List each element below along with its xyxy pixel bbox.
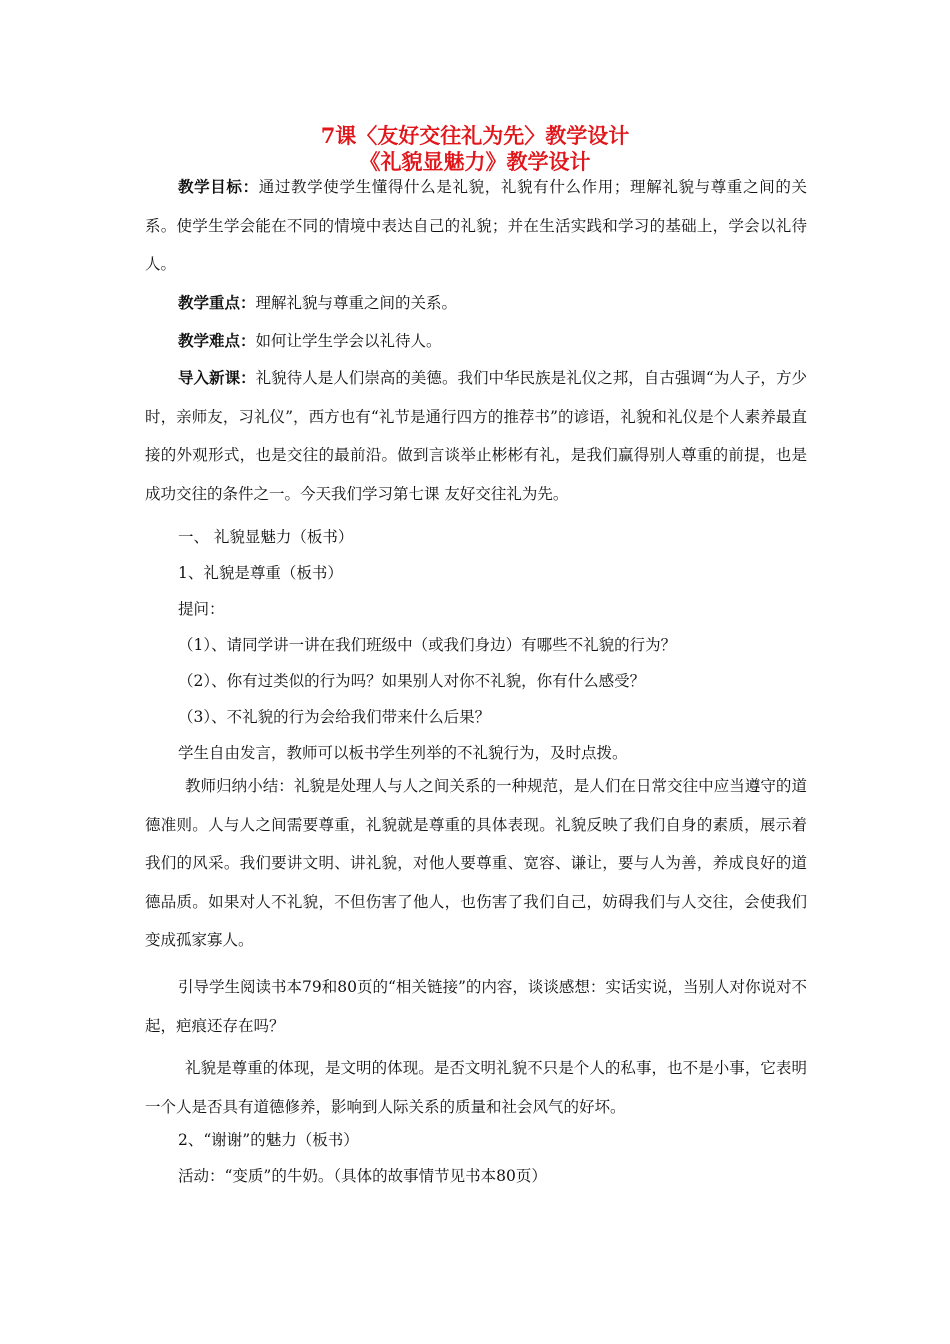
intro-paragraph [145, 359, 807, 513]
difficulty-text: 如何让学生学会以礼待人。 [255, 332, 442, 350]
intro-label: 导入新课： [178, 368, 256, 387]
key-point-paragraph [145, 284, 807, 323]
question-1: （1）、请同学讲一讲在我们班级中（或我们身边）有哪些不礼貌的行为？ [178, 636, 677, 654]
guide-paragraph: 引导学生阅读书本79和80页的“相关链接”的内容，谈谈感想：实话实说，当别人对你说对不起，疤痕还存在吗？ [145, 978, 807, 1035]
objectives-paragraph [145, 168, 807, 284]
subsection-heading-1: 1、礼貌是尊重（板书） [178, 564, 343, 582]
section-heading-1: 一、 礼貌显魅力（板书） [178, 528, 354, 546]
key-point-text: 理解礼貌与尊重之间的关系。 [255, 294, 458, 312]
activity-line: 活动：“变质”的牛奶。（具体的故事情节见书本80页） [178, 1167, 547, 1185]
respect-paragraph: 礼貌是尊重的体现，是文明的体现。是否文明礼貌不只是个人的私事，也不是小事，它表明一个人是否具有道德修养，影响到人际关系的质量和社会风气的好坏。 [145, 1059, 807, 1116]
objectives-text: 通过教学使学生懂得什么是礼貌，礼貌有什么作用；理解礼貌与尊重之间的关系。使学生学会能在不同的情境中表达自己的礼貌；并在生活实践和学习的基础上，学会以礼待人。 [145, 178, 807, 273]
subsection-heading-2: 2、“谢谢”的魅力（板书） [178, 1131, 359, 1149]
difficulty-paragraph [145, 322, 807, 361]
difficulty-label: 教学难点： [178, 331, 256, 350]
intro-text: 礼貌待人是人们崇高的美德。我们中华民族是礼仪之邦，自古强调“为人子，方少时，亲师友，习礼仪”，西方也有“礼节是通行四方的推荐书”的谚语，礼貌和礼仪是个人素养最直接的外观形式，也是交往的最前沿。做到言谈举止彬彬有礼，是我们赢得别人尊重的前提，也是成功交往的条件之一。今天我们学习第七课 友好交往礼为先。 [145, 369, 807, 503]
free-speech-line: 学生自由发言，教师可以板书学生列举的不礼貌行为，及时点拨。 [178, 744, 628, 762]
summary-paragraph: 教师归纳小结：礼貌是处理人与人之间关系的一种规范，是人们在日常交往中应当遵守的道德准则。人与人之间需要尊重，礼貌就是尊重的具体表现。礼貌反映了我们自身的素质，展示着我们的风采。我们要讲文明、讲礼貌，对他人要尊重、宽容、谦让，要与人为善，养成良好的道德品质。如果对人不礼貌，不但伤害了他人，也伤害了我们自己，妨碍我们与人交往，会使我们变成孤家寡人。 [145, 777, 807, 949]
question-3: （3）、不礼貌的行为会给我们带来什么后果？ [178, 708, 491, 726]
key-point-label: 教学重点： [178, 293, 256, 312]
question-label: 提问： [178, 600, 225, 618]
objectives-label: 教学目标： [178, 177, 259, 196]
question-2: （2）、你有过类似的行为吗？如果别人对你不礼貌，你有什么感受？ [178, 672, 646, 690]
document-title: 7课〈友好交往礼为先〉教学设计 [320, 123, 630, 148]
document-subtitle: 《礼貌显魅力》教学设计 [359, 149, 591, 174]
